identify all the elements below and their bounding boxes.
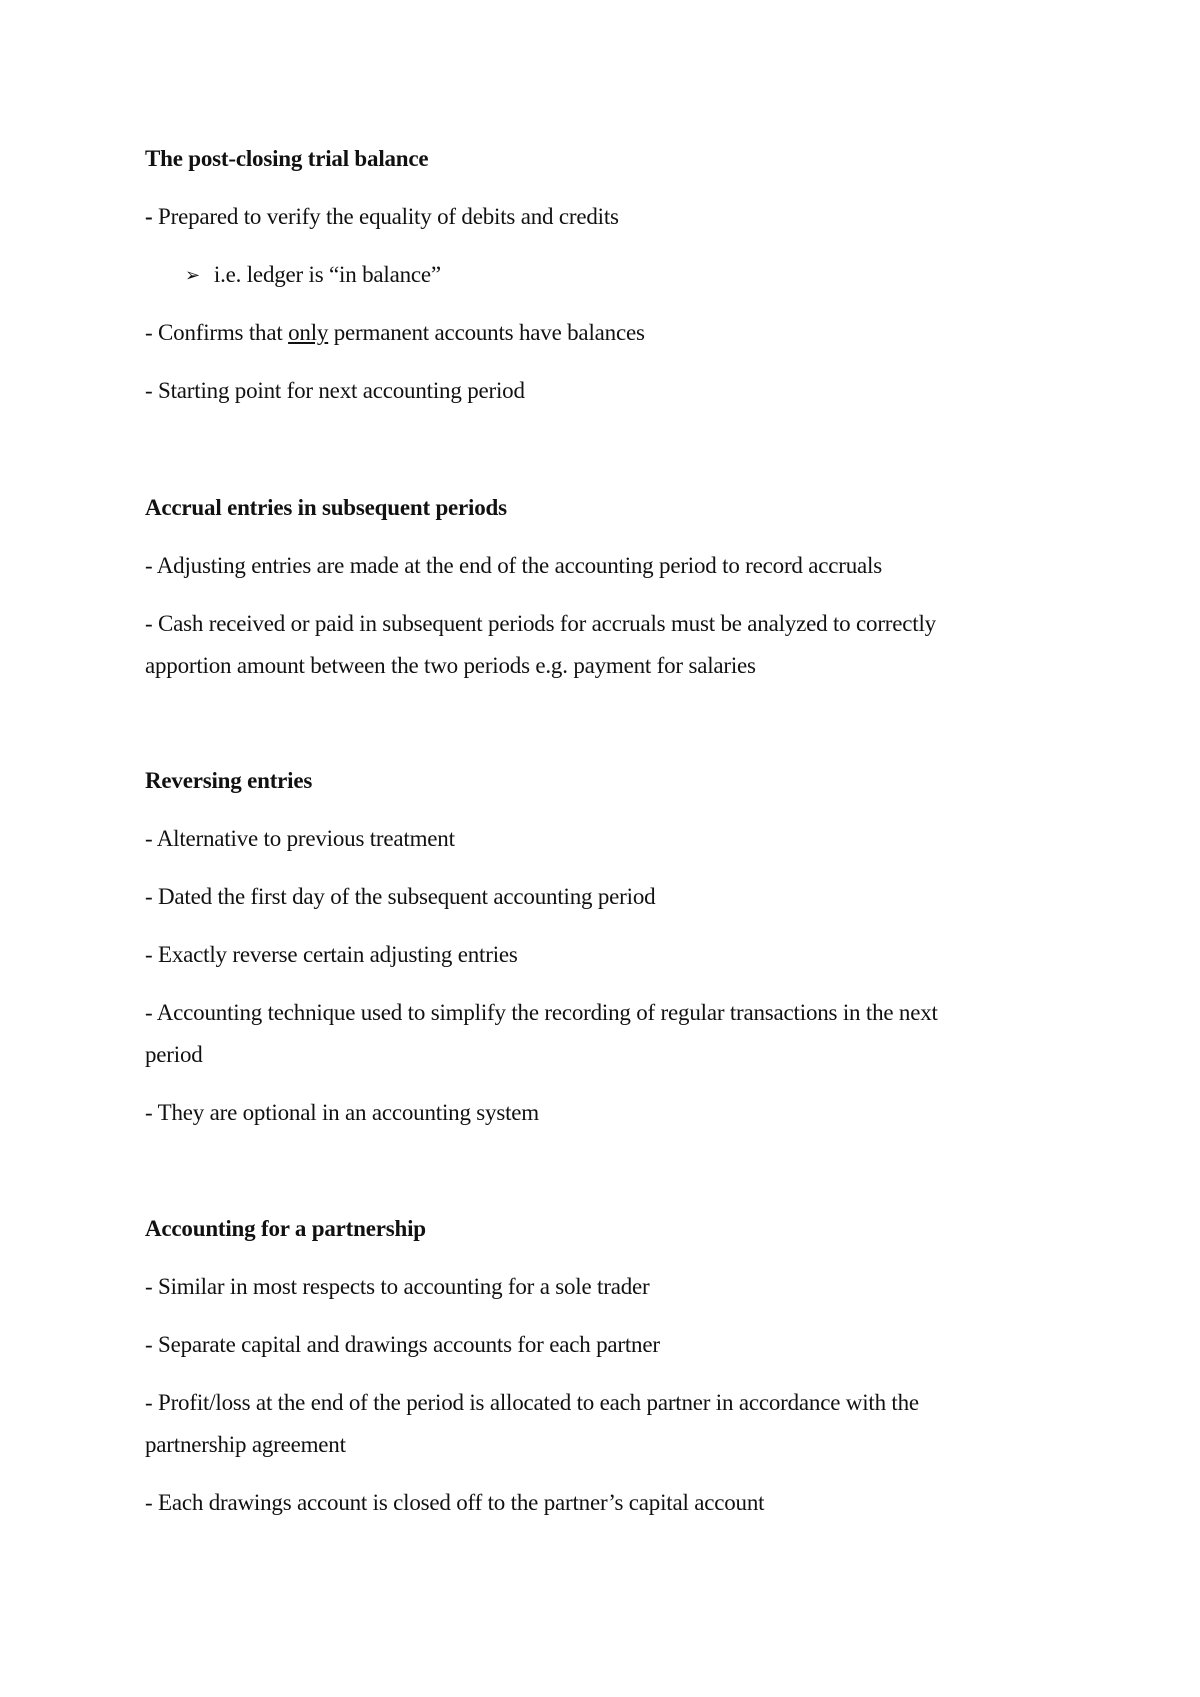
list-item-continuation: partnership agreement — [145, 1432, 346, 1457]
list-item: - Separate capital and drawings accounts for each partner — [145, 1332, 660, 1357]
section-heading-partnership: Accounting for a partnership — [145, 1216, 426, 1241]
list-item: - Exactly reverse certain adjusting entries — [145, 942, 518, 967]
list-item: - Adjusting entries are made at the end of the accounting period to record accruals — [145, 553, 882, 578]
arrow-bullet-icon: ➢ — [185, 265, 200, 285]
list-item: - Each drawings account is closed off to the partner’s capital account — [145, 1490, 765, 1515]
list-item: - Accounting technique used to simplify the recording of regular transactions in the next — [145, 1000, 938, 1025]
list-item — [145, 312, 645, 354]
list-item: - Profit/loss at the end of the period is allocated to each partner in accordance with the — [145, 1390, 919, 1415]
section-heading-reversing: Reversing entries — [145, 768, 313, 793]
underlined-word: only — [288, 320, 329, 345]
list-item: - They are optional in an accounting system — [145, 1100, 540, 1125]
list-item: - Cash received or paid in subsequent periods for accruals must be analyzed to correctly — [145, 611, 936, 636]
list-item: - Dated the first day of the subsequent accounting period — [145, 884, 656, 909]
dash-marker: - — [145, 204, 153, 229]
sub-list-item — [185, 254, 441, 296]
list-item-continuation: apportion amount between the two periods e.g. payment for salaries — [145, 653, 756, 678]
list-item — [145, 196, 619, 238]
list-item: - Alternative to previous treatment — [145, 826, 455, 851]
section-heading-post-closing: The post-closing trial balance — [145, 146, 429, 171]
list-item-text-after: permanent accounts have balances — [328, 320, 645, 345]
list-item-continuation: period — [145, 1042, 203, 1067]
list-item: - Starting point for next accounting period — [145, 378, 525, 403]
sub-list-item-text: i.e. ledger is “in balance” — [213, 262, 441, 287]
list-item: - Similar in most respects to accounting for a sole trader — [145, 1274, 650, 1299]
list-item-text-before: - Confirms that — [145, 320, 289, 345]
list-item-text: Prepared to verify the equality of debits and credits — [152, 204, 619, 229]
section-heading-accrual: Accrual entries in subsequent periods — [145, 495, 507, 520]
